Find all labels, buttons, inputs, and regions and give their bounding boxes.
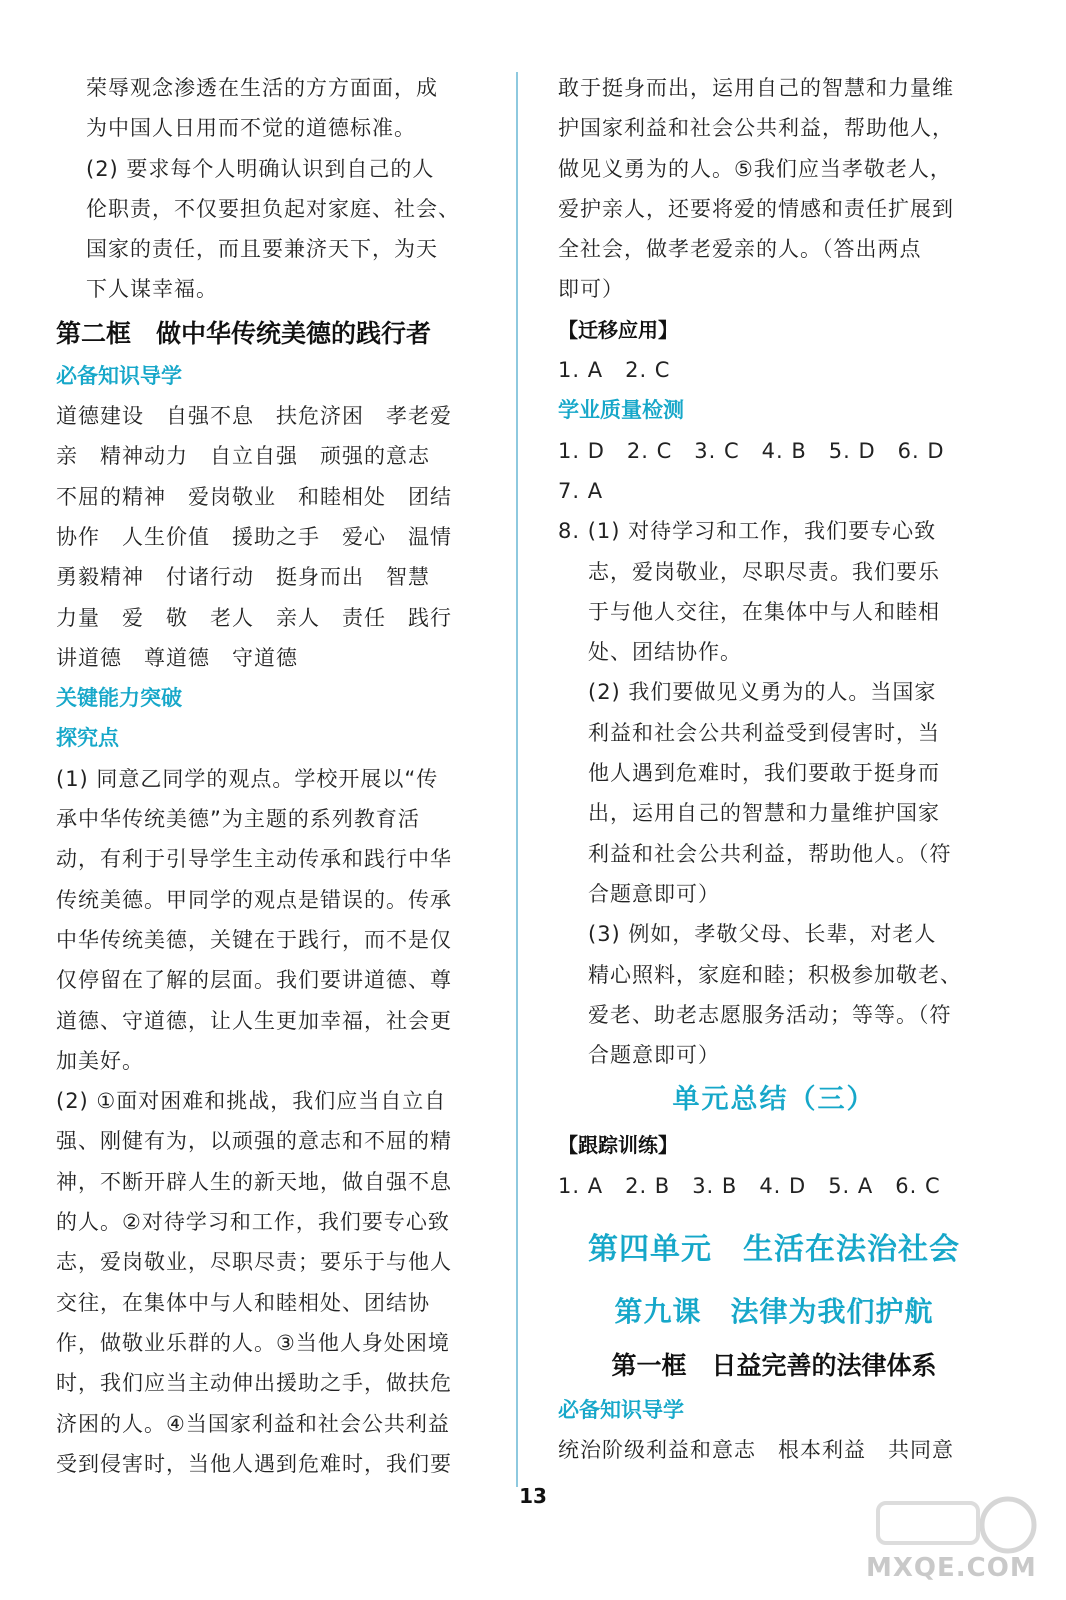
text-line: 动，有利于引导学生主动传承和践行中华 bbox=[56, 847, 452, 872]
text-line: 合题意即可） bbox=[588, 1043, 720, 1068]
text-line: 道德、守道德，让人生更加幸福，社会更 bbox=[56, 1008, 452, 1033]
text-line: 道德建设 自强不息 扶危济困 孝老爱 bbox=[56, 404, 452, 429]
text-line: (1) 同意乙同学的观点。学校开展以“传 bbox=[56, 766, 439, 791]
section-heading-must-know: 必备知识导学 bbox=[56, 363, 182, 388]
text-line: 中华传统美德，关键在于践行，而不是仅 bbox=[56, 927, 452, 952]
text-line: 济困的人。④当国家利益和社会公共利益 bbox=[56, 1411, 450, 1436]
lesson-title: 第九课 法律为我们护航 bbox=[614, 1295, 934, 1329]
text-line: 合题意即可） bbox=[588, 881, 720, 906]
page-number: 13 bbox=[519, 1484, 547, 1508]
text-line: 讲道德 尊道德 守道德 bbox=[56, 645, 298, 670]
text-line: 护国家利益和社会公共利益，帮助他人， bbox=[558, 116, 954, 141]
question-8-answer bbox=[558, 511, 990, 1075]
text-line: 精心照料，家庭和睦；积极参加敬老、 bbox=[588, 962, 962, 987]
text-line: 出，运用自己的智慧和力量维护国家 bbox=[588, 801, 940, 826]
text-line: 处、团结协作。 bbox=[588, 640, 742, 665]
section-heading-transfer: 【迁移应用】 bbox=[558, 317, 678, 342]
subheading-explore: 探究点 bbox=[56, 726, 119, 751]
text-line: 于与他人交往，在集体中与人和睦相 bbox=[588, 599, 940, 624]
section-heading-quality: 学业质量检测 bbox=[558, 398, 684, 423]
section-heading-must-know-right: 必备知识导学 bbox=[558, 1398, 684, 1423]
text-line: 下人谋幸福。 bbox=[86, 277, 218, 302]
text-line: 加美好。 bbox=[56, 1048, 144, 1073]
text-line: 为中国人日用而不觉的道德标准。 bbox=[86, 116, 416, 141]
text-line: 伦职责，不仅要担负起对家庭、社会、 bbox=[86, 196, 460, 221]
text-line: 亲 精神动力 自立自强 顽强的意志 bbox=[56, 444, 430, 469]
text-line: 受到侵害时，当他人遇到危难时，我们要 bbox=[56, 1451, 452, 1476]
text-line: 力量 爱 敬 老人 亲人 责任 践行 bbox=[56, 605, 452, 630]
text-line: 神，不断开辟人生的新天地，做自强不息 bbox=[56, 1169, 452, 1194]
text-line: 协作 人生价值 援助之手 爱心 温情 bbox=[56, 524, 452, 549]
text-line: (2) 我们要做见义勇为的人。当国家 bbox=[588, 680, 937, 705]
text-line: (2) 要求每个人明确认识到自己的人 bbox=[86, 156, 435, 181]
continued-answer bbox=[558, 68, 990, 310]
text-line: 他人遇到危难时，我们要敢于挺身而 bbox=[588, 761, 940, 786]
text-line: 荣辱观念渗透在生活的方方面面，成 bbox=[86, 76, 438, 100]
text-line: 即可） bbox=[558, 277, 624, 302]
quality-answers-row-1: 1. D 2. C 3. C 4. B 5. D 6. D bbox=[558, 438, 945, 463]
unit-title: 第四单元 生活在法治社会 bbox=[588, 1232, 960, 1268]
quality-answers-row-2: 7. A bbox=[558, 478, 604, 503]
right-column bbox=[558, 68, 990, 1471]
text-line: 8. (1) 对待学习和工作，我们要专心致 bbox=[558, 519, 937, 544]
text-line: 勇毅精神 付诸行动 挺身而出 智慧 bbox=[56, 565, 430, 590]
frame-title: 第二框 做中华传统美德的践行者 bbox=[56, 318, 432, 348]
column-divider bbox=[516, 72, 518, 1487]
text-line: (2) ①面对困难和挑战，我们应当自立自 bbox=[56, 1089, 447, 1114]
text-line: 做见义勇为的人。⑤我们应当孝敬老人， bbox=[558, 156, 952, 181]
text-line: 承中华传统美德”为主题的系列教育活 bbox=[56, 807, 420, 832]
left-column bbox=[56, 68, 488, 1484]
keyword-list bbox=[56, 396, 488, 678]
track-answers: 1. A 2. B 3. B 4. D 5. A 6. C bbox=[558, 1173, 941, 1198]
text-line: 利益和社会公共利益，帮助他人。（符 bbox=[588, 841, 952, 866]
text-line: 国家的责任，而且要兼济天下，为天 bbox=[86, 237, 438, 262]
text-line: (3) 例如，孝敬父母、长辈，对老人 bbox=[588, 922, 937, 947]
transfer-answers: 1. A 2. C bbox=[558, 358, 671, 383]
text-line: 仅停留在了解的层面。我们要讲道德、尊 bbox=[56, 968, 452, 993]
text-line: 利益和社会公共利益受到侵害时，当 bbox=[588, 720, 940, 745]
explore-answer bbox=[56, 759, 488, 1484]
text-line: 的人。②对待学习和工作，我们要专心致 bbox=[56, 1210, 450, 1235]
text-line: 传统美德。甲同学的观点是错误的。传承 bbox=[56, 887, 452, 912]
text-line: 时，我们应当主动伸出援助之手，做扶危 bbox=[56, 1371, 452, 1396]
text-line: 不屈的精神 爱岗敬业 和睦相处 团结 bbox=[56, 484, 452, 509]
text-line: 作，做敬业乐群的人。③当他人身处困境 bbox=[56, 1330, 450, 1355]
watermark-text: MXQE.COM bbox=[866, 1553, 1037, 1583]
unit-summary-title: 单元总结（三） bbox=[672, 1084, 876, 1116]
frame-title-right: 第一框 日益完善的法律体系 bbox=[611, 1351, 937, 1381]
text-line: 志，爱岗敬业，尽职尽责。我们要乐 bbox=[588, 559, 940, 584]
text-line: 强、刚健有为，以顽强的意志和不屈的精 bbox=[56, 1129, 452, 1154]
section-heading-key-ability: 关键能力突破 bbox=[56, 686, 182, 711]
watermark-logo bbox=[858, 1495, 1048, 1590]
text-line: 爱护亲人，还要将爱的情感和责任扩展到 bbox=[558, 196, 954, 221]
text-line: 志，爱岗敬业，尽职尽责；要乐于与他人 bbox=[56, 1250, 452, 1275]
text-line: 全社会，做孝老爱亲的人。（答出两点 bbox=[558, 237, 922, 262]
section-heading-track: 【跟踪训练】 bbox=[558, 1133, 678, 1158]
keyword-line: 统治阶级利益和意志 根本利益 共同意 bbox=[558, 1438, 954, 1463]
text-line: 交往，在集体中与人和睦相处、团结协 bbox=[56, 1290, 430, 1315]
intro-paragraph bbox=[56, 68, 488, 310]
text-line: 敢于挺身而出，运用自己的智慧和力量维 bbox=[558, 76, 954, 100]
text-line: 爱老、助老志愿服务活动；等等。（符 bbox=[588, 1002, 952, 1027]
